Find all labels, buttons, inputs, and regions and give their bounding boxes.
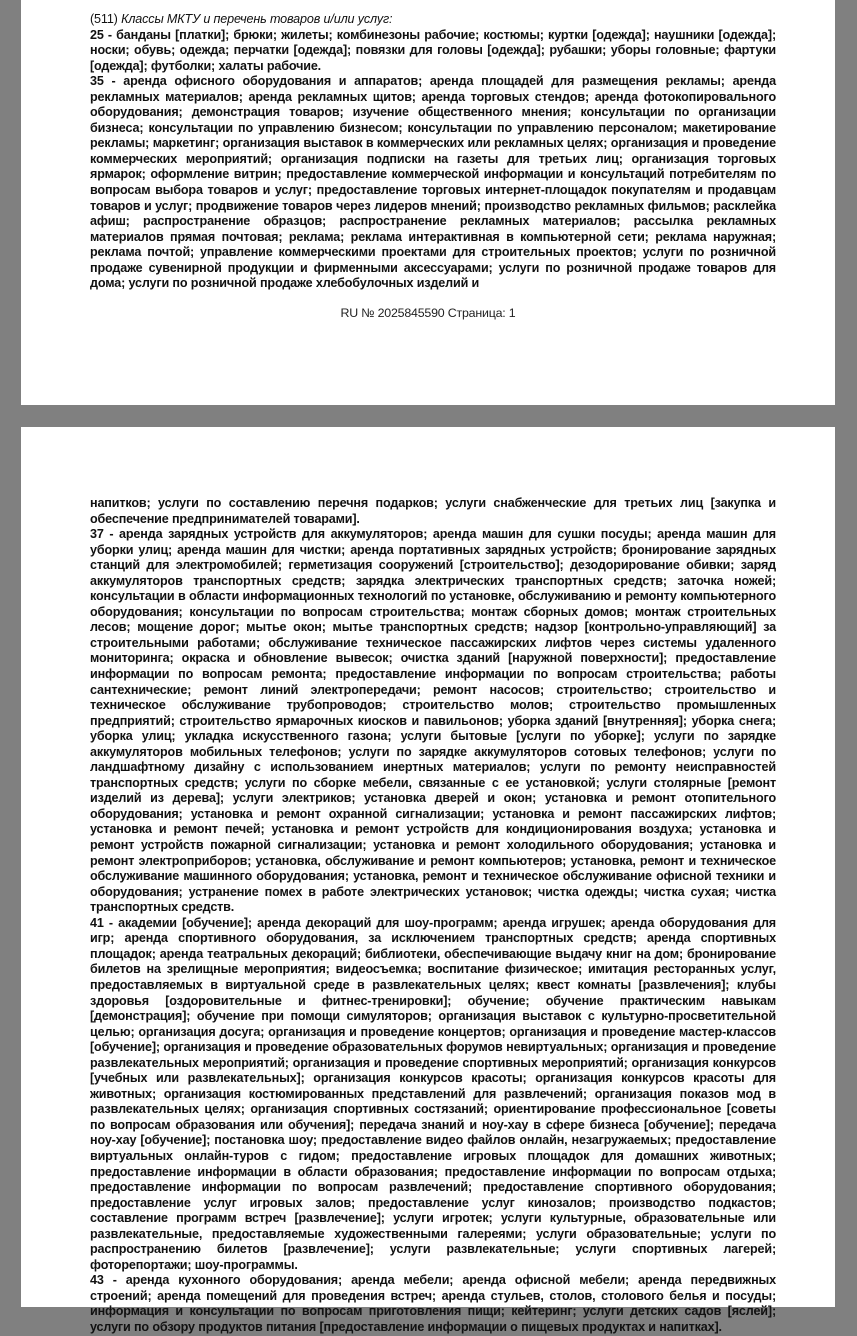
section-code: (511): [90, 12, 118, 26]
document-page-1: [21, 0, 835, 405]
page-1-content: [90, 12, 776, 292]
class-25-paragraph: 25 - банданы [платки]; брюки; жилеты; комбинезоны рабочие; костюмы; куртки [одежда]; наушники [одежда]; носки; обувь; одежда; перчатки [одежда]; повязки для головы [одежда]; рубашки; уборы головные; фартуки [одежда]; футболки; халаты рабочие.: [90, 27, 776, 73]
section-title: Классы МКТУ и перечень товаров и/или услуг:: [121, 12, 393, 26]
class-37-paragraph: 37 - аренда зарядных устройств для аккумуляторов; аренда машин для сушки посуды; аренда машин для уборки улиц; аренда машин для чистки; аренда портативных зарядных устройств; бронирование зарядных станций для электромобилей; герметизация сооружений [строительство]; дезодорирование обивки; заряд аккумуляторов транспортных средств; зарядка электрических транспортных средств; заточка ножей; консультации в области информационных технологий по установке, обслуживанию и ремонту компьютерного оборудования; консультации по вопросам строительства; монтаж сборных домов; монтаж строительных лесов; мощение дорог; мытье окон; мытье транспортных средств; надзор [контрольно-управляющий] за строительными работами; обслуживание техническое пассажирских лифтов через системы удаленного мониторинга; окраска и обновление вывесок; очистка зданий [наружной поверхности]; предоставление информации по вопросам ремонта; предоставление информации по вопросам строительства; работы сантехнические; ремонт линий электропередачи; ремонт насосов; строительство; строительство и техническое обслуживание трубопроводов; строительство молов; строительство промышленных предприятий; строительство ярмарочных киосков и павильонов; уборка зданий [внутренняя]; уборка снега; уборка улиц; укладка искусственного газона; услуги бытовые [услуги по уборке]; услуги по зарядке аккумуляторов мобильных телефонов; услуги по зарядке аккумуляторов сотовых телефонов; услуги по ландшафтному дизайну с использованием инертных материалов; услуги по ремонту неисправностей транспортных средств; услуги по сборке мебели, связанные с ее установкой; услуги столярные [ремонт изделий из дерева]; услуги электриков; установка дверей и окон; установка и ремонт отопительного оборудования; установка и ремонт охранной сигнализации; установка и ремонт пассажирских лифтов; установка и ремонт печей; установка и ремонт устройств для кондиционирования воздуха; установка и ремонт устройств пожарной сигнализации; установка и ремонт холодильного оборудования; установка и ремонт электроприборов; установка, обслуживание и ремонт компьютеров; установка, ремонт и техническое обслуживание машинного оборудования; установка, ремонт и техническое обслуживание офисной техники и оборудования; устранение помех в работе электрических установок; чистка одежды; чистка сухая; чистка транспортных средств.: [90, 527, 776, 915]
document-page-2: [21, 427, 835, 1334]
class-43-paragraph: 43 - аренда кухонного оборудования; аренда мебели; аренда офисной мебели; аренда передвижных строений; аренда помещений для проведения встреч; аренда стульев, столов, столового белья и посуды; информация и консультации по вопросам приготовления пищи; кейтеринг; услуги детских садов [яслей]; услуги по обзору продуктов питания [предоставление информации о пищевых продуктах и напитках].: [90, 1273, 776, 1334]
page-footer: RU № 2025845590 Страница: 1: [340, 306, 516, 320]
class-41-paragraph: 41 - академии [обучение]; аренда декораций для шоу-программ; аренда игрушек; аренда оборудования для игр; аренда спортивного оборудования, за исключением транспортных средств; аренда спортивных площадок; аренда театральных декораций; библиотеки, обеспечивающие выдачу книг на дом; бронирование билетов на зрелищные мероприятия; видеосъемка; воспитание физическое; имитация ресторанных услуг, предоставляемых в виртуальной среде в развлекательных целях; квест комнаты [развлечения]; клубы здоровья [оздоровительные и фитнес-тренировки]; обучение; обучение практическим навыкам [демонстрация]; обучение при помощи симуляторов; организация выставок с культурно-просветительной целью; организация досуга; организация и проведение концертов; организация и проведение мастер-классов [обучение]; организация и проведение образовательных форумов невиртуальных; организация и проведение развлекательных мероприятий; организация и проведение спортивных мероприятий; организация конкурсов [учебных или развлекательных]; организация конкурсов красоты; организация конкурсов красоты для животных; организация костюмированных представлений для развлечений; организация показов мод в развлекательных целях; организация спортивных состязаний; ориентирование профессиональное [советы по вопросам образования или обучения]; передача знаний и ноу-хау в сфере бизнеса [обучение]; передача ноу-хау [обучение]; постановка шоу; предоставление видео файлов онлайн, незагружаемых; предоставление виртуальных онлайн-туров с гидом; предоставление игровых площадок для домашних животных; предоставление информации в области образования; предоставление информации по вопросам отдыха; предоставление информации по вопросам развлечений; предоставление спортивного оборудования; предоставление услуг игровых залов; предоставление услуг кинозалов; производство подкастов; составление программ встреч [развлечение]; услуги игротек; услуги культурные, образовательные или развлекательные, предоставляемые художественными галереями; услуги образовательные; услуги по распространению билетов [развлечение]; услуги развлекательные; услуги спортивных лагерей; фоторепортажи; шоу-программы.: [90, 915, 776, 1272]
class-35-paragraph: 35 - аренда офисного оборудования и аппаратов; аренда площадей для размещения рекламы; аренда рекламных материалов; аренда рекламных щитов; аренда торговых стендов; аренда фотокопировального оборудования; демонстрация товаров; изучение общественного мнения; консультации по организации бизнеса; консультации по управлению бизнесом; консультации по управлению персоналом; макетирование рекламы; маркетинг; организация выставок в коммерческих или рекламных целях; организация и проведение коммерческих мероприятий; организация подписки на газеты для третьих лиц; организация торговых ярмарок; оформление витрин; предоставление коммерческой информации и консультаций потребителям по вопросам выбора товаров и услуг; предоставление торговых интернет-площадок покупателям и продавцам товаров и услуг; продвижение товаров через лидеров мнений; производство рекламных фильмов; расклейка афиш; распространение образцов; распространение рекламных материалов; рассылка рекламных материалов прямая почтовая; реклама; реклама интерактивная в компьютерной сети; реклама наружная; реклама почтой; управление коммерческими проектами для строительных проектов; услуги по розничной продаже сувенирной продукции и фирменными аксессуарами; услуги по розничной продаже товаров для дома; услуги по розничной продаже хлебобулочных изделий и: [90, 74, 776, 291]
class-35-continuation-paragraph: напитков; услуги по составлению перечня подарков; услуги снабженческие для третьих лиц [закупка и обеспечение предпринимателей товарами].: [90, 496, 776, 526]
section-header: [90, 12, 776, 28]
page-2-content: [90, 496, 776, 1336]
